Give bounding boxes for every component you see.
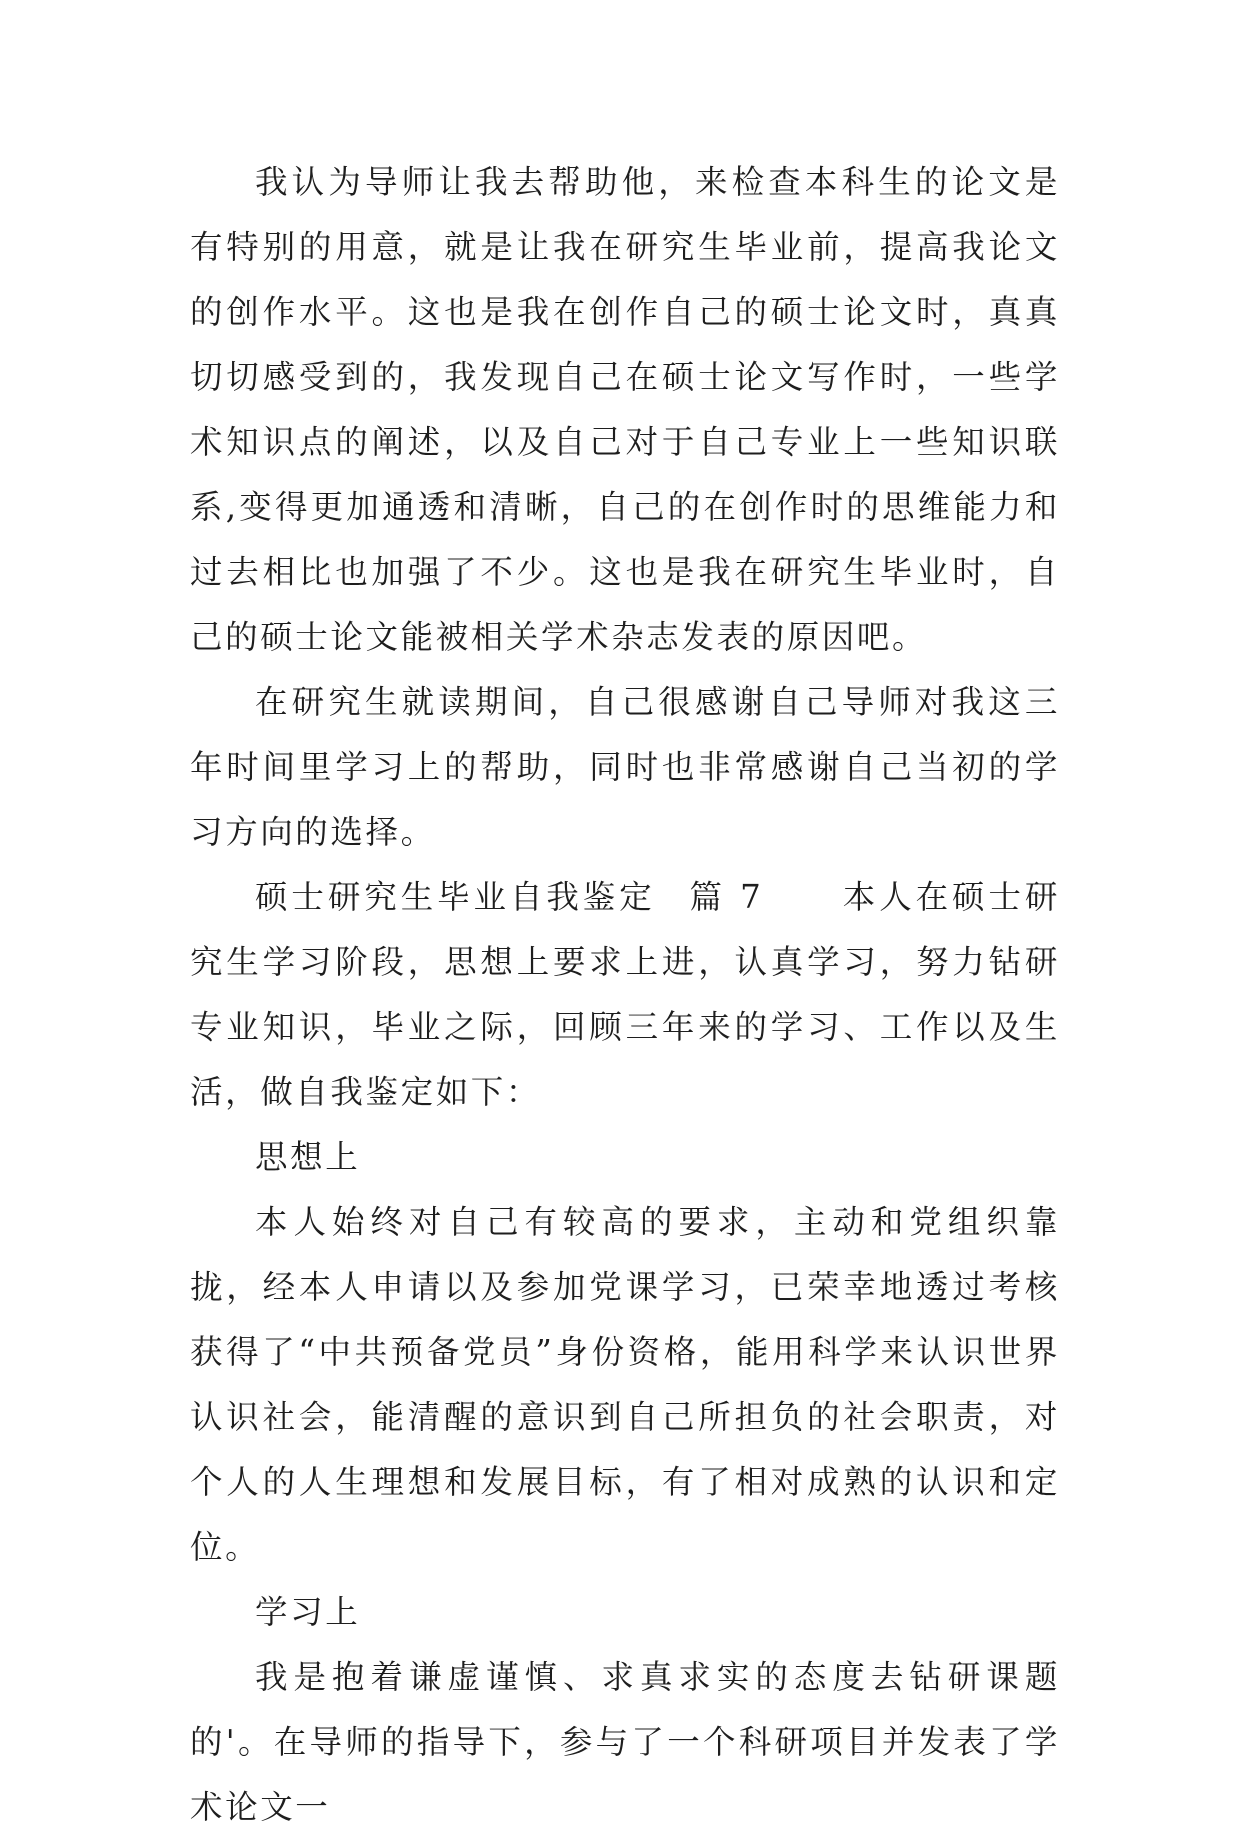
paragraph-thesis-review: 我认为导师让我去帮助他，来检查本科生的论文是有特别的用意，就是让我在研究生毕业前，提高我论文的创作水平。这也是我在创作自己的硕士论文时，真真切切感受到的，我发现自己在硕士论文写作时，一些学术知识点的阐述，以及自己对于自己专业上一些知识联系,变得更加通透和清晰，自己的在创作时的思维能力和过去相比也加强了不少。这也是我在研究生毕业时，自己的硕士论文能被相关学术杂志发表的原因吧。 bbox=[190, 163, 1060, 656]
paragraph-ideology: 本人始终对自己有较高的要求，主动和党组织靠拢，经本人申请以及参加党课学习，已荣幸地透过考核获得了“中共预备党员”身份资格，能用科学来认识世界认识社会，能清醒的意识到自己所担负的社会职责，对个人的人生理想和发展目标，有了相对成熟的认识和定位。 bbox=[190, 1203, 1060, 1566]
paragraph-gratitude: 在研究生就读期间，自己很感谢自己导师对我这三年时间里学习上的帮助，同时也非常感谢自己当初的学习方向的选择。 bbox=[190, 683, 1060, 851]
document-body bbox=[190, 150, 1060, 1840]
section-title: 硕士研究生毕业自我鉴定 bbox=[255, 878, 656, 916]
paragraph-section-7 bbox=[190, 865, 1060, 1125]
section-intro: 本人在硕士研究生学习阶段，思想上要求上进，认真学习，努力钻研专业知识，毕业之际，回顾三年来的学习、工作以及生活，做自我鉴定如下： bbox=[190, 878, 1060, 1111]
heading-study: 学习上 bbox=[255, 1593, 361, 1631]
paragraph-study: 我是抱着谦虚谨慎、求真求实的态度去钻研课题的'。在导师的指导下，参与了一个科研项目并发表了学术论文一 bbox=[190, 1658, 1060, 1826]
section-number: 篇 7 bbox=[688, 878, 764, 916]
heading-ideology: 思想上 bbox=[255, 1138, 361, 1176]
